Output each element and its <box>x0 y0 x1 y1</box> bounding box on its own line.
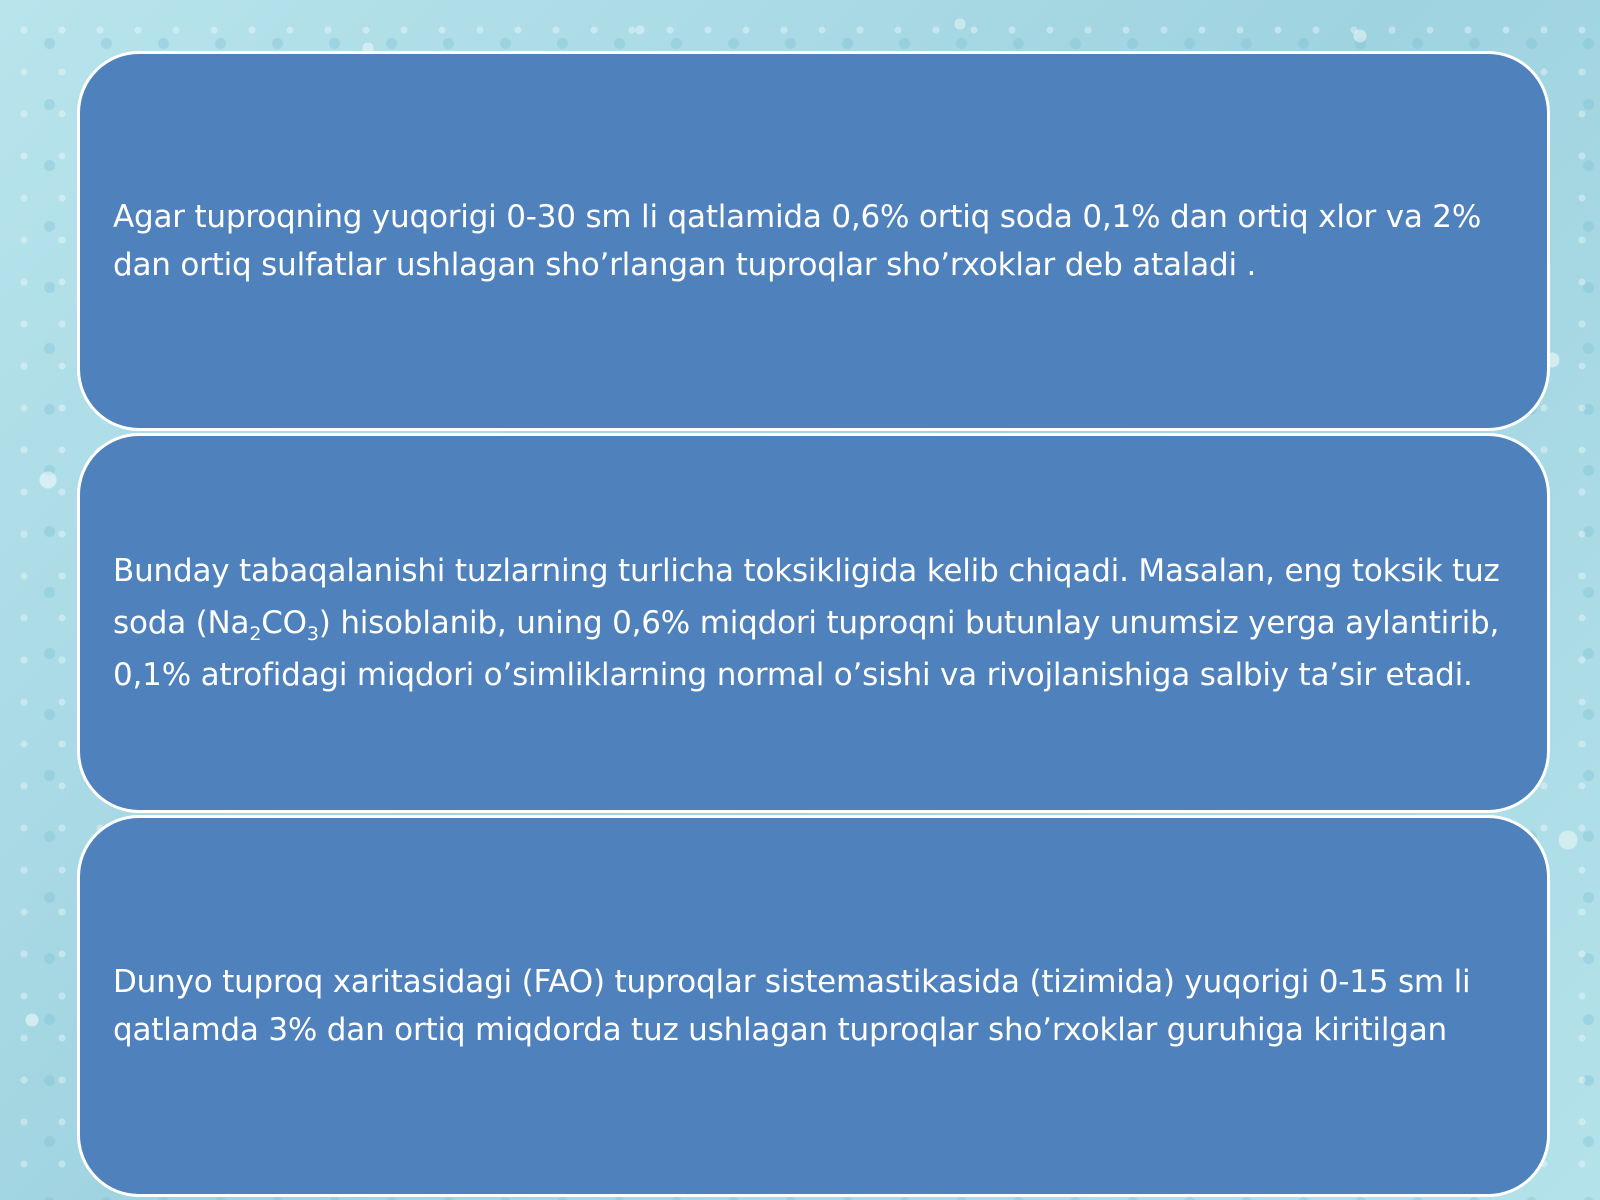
toxicity-box <box>77 433 1550 813</box>
fao-text: Dunyo tuproq xaritasidagi (FAO) tuproqlar sistemastikasida (tizimida) yuqorigi 0-15 sm li qatlamda 3% dan ortiq miqdorda tuz ushlagan tuproqlar sho’rxoklar guruhiga kiritilgan <box>113 964 1471 1048</box>
definition-box <box>77 51 1550 431</box>
toxicity-text-part-1: Bunday tabaqalanishi tuzlarning turlicha toksikligida kelib chiqadi. Masalan, eng toksik tuz soda (Na <box>113 553 1500 641</box>
subscript-2: 2 <box>249 623 262 645</box>
toxicity-text-part-3: ) hisoblanib, uning 0,6% miqdori tuproqni butunlay unumsiz yerga aylantirib, 0,1% atrofidagi miqdori o’simliklarning normal o’sishi va rivojlanishiga salbiy ta’sir etadi. <box>113 605 1500 693</box>
definition-text: Agar tuproqning yuqorigi 0-30 sm li qatlamida 0,6% ortiq soda 0,1% dan ortiq xlor va 2% dan ortiq sulfatlar ushlagan sho’rlangan tuproqlar sho’rxoklar deb ataladi . <box>113 199 1482 283</box>
subscript-3: 3 <box>306 623 319 645</box>
toxicity-text <box>113 545 1507 701</box>
fao-box <box>77 815 1550 1197</box>
toxicity-text-part-2: CO <box>261 605 307 641</box>
